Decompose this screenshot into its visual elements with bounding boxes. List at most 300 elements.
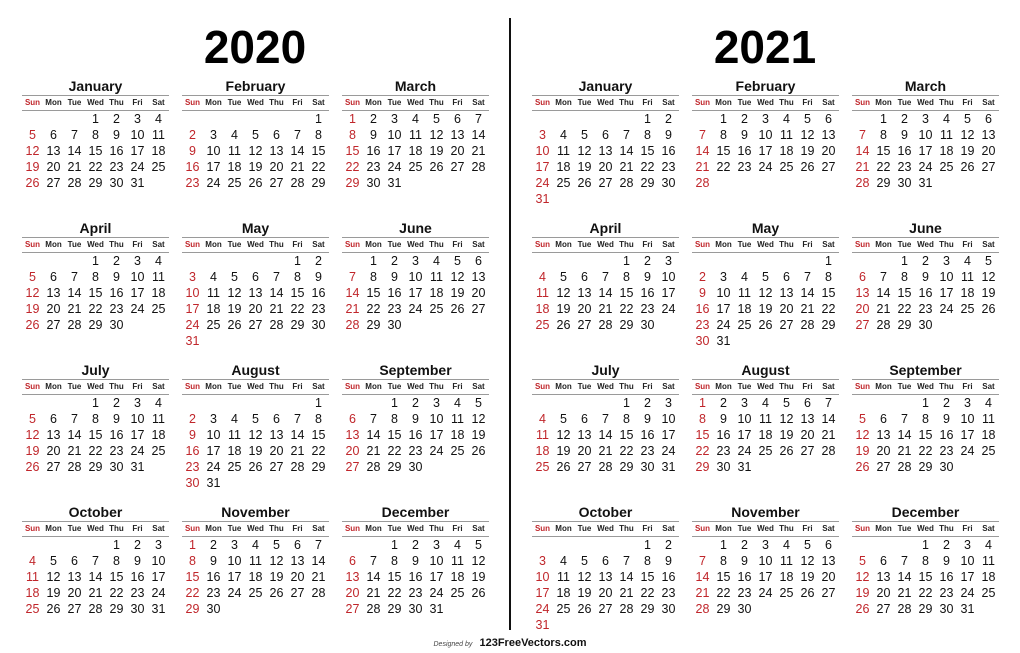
day-cell: 26 bbox=[800, 160, 815, 174]
month-block-june-2020 bbox=[342, 220, 489, 333]
empty-cell bbox=[405, 317, 426, 333]
day-cell: 28 bbox=[876, 318, 891, 332]
day-cell: 3 bbox=[391, 112, 398, 126]
weekday-label: Tue bbox=[737, 240, 752, 249]
weekday-label: Tue bbox=[387, 98, 402, 107]
weekday-label: Sun bbox=[854, 240, 871, 249]
week-row bbox=[22, 111, 169, 127]
day-cell: 4 bbox=[741, 270, 748, 284]
month-name: May bbox=[241, 220, 270, 236]
day-cell: 7 bbox=[901, 554, 908, 568]
day-cell: 23 bbox=[206, 586, 221, 600]
day-cell: 14 bbox=[290, 428, 305, 442]
empty-cell bbox=[342, 537, 363, 553]
weekday-label: Wed bbox=[757, 524, 774, 533]
day-cell: 17 bbox=[535, 586, 550, 600]
empty-cell bbox=[978, 175, 999, 191]
day-cell: 11 bbox=[940, 128, 953, 142]
day-cell: 11 bbox=[759, 412, 772, 426]
day-cell: 30 bbox=[939, 460, 954, 474]
day-cell: 1 bbox=[720, 538, 727, 552]
day-cell: 6 bbox=[252, 270, 259, 284]
day-cell: 30 bbox=[206, 602, 221, 616]
day-cell: 10 bbox=[918, 128, 933, 142]
empty-cell bbox=[43, 537, 64, 553]
month-block-april-2020 bbox=[22, 220, 169, 333]
day-cell: 12 bbox=[556, 286, 571, 300]
weekday-label: Wed bbox=[87, 98, 104, 107]
day-cell: 21 bbox=[876, 302, 891, 316]
day-cell: 8 bbox=[92, 270, 99, 284]
weekday-label: Mon bbox=[875, 240, 892, 249]
day-cell: 26 bbox=[269, 586, 284, 600]
day-cell: 26 bbox=[46, 602, 61, 616]
weekday-label: Tue bbox=[577, 382, 592, 391]
week-row bbox=[22, 395, 169, 411]
weekday-label: Tue bbox=[737, 524, 752, 533]
day-cell: 10 bbox=[206, 144, 221, 158]
empty-cell bbox=[692, 253, 713, 269]
day-cell: 14 bbox=[855, 144, 870, 158]
weekday-label: Mon bbox=[365, 382, 382, 391]
day-cell: 2 bbox=[189, 128, 196, 142]
empty-cell bbox=[755, 333, 776, 349]
week-row bbox=[532, 601, 679, 617]
empty-cell bbox=[224, 395, 245, 411]
empty-cell bbox=[224, 253, 245, 269]
day-cell: 25 bbox=[960, 302, 975, 316]
day-cell: 19 bbox=[556, 444, 571, 458]
weekday-label: Fri bbox=[292, 240, 303, 249]
day-cell: 2 bbox=[370, 112, 377, 126]
day-cell: 3 bbox=[943, 254, 950, 268]
day-cell: 17 bbox=[661, 286, 676, 300]
empty-cell bbox=[852, 253, 873, 269]
day-cell: 8 bbox=[623, 412, 630, 426]
day-cell: 17 bbox=[960, 428, 975, 442]
weekday-label: Sun bbox=[694, 382, 711, 391]
day-cell: 5 bbox=[859, 412, 866, 426]
empty-cell bbox=[574, 617, 595, 633]
empty-cell bbox=[658, 317, 679, 333]
week-row bbox=[182, 127, 329, 143]
day-cell: 20 bbox=[876, 586, 891, 600]
month-block-february-2021 bbox=[692, 78, 839, 191]
day-cell: 11 bbox=[152, 412, 165, 426]
week-row bbox=[22, 569, 169, 585]
day-cell: 21 bbox=[290, 160, 305, 174]
day-cell: 21 bbox=[471, 144, 486, 158]
weekday-label: Fri bbox=[292, 524, 303, 533]
day-cell: 15 bbox=[345, 144, 360, 158]
day-cell: 22 bbox=[640, 160, 655, 174]
weekday-label: Thu bbox=[109, 98, 124, 107]
weekday-label: Sun bbox=[694, 98, 711, 107]
empty-cell bbox=[245, 111, 266, 127]
week-row bbox=[532, 537, 679, 553]
weekday-label: Thu bbox=[939, 524, 954, 533]
day-cell: 6 bbox=[825, 112, 832, 126]
day-cell: 3 bbox=[539, 554, 546, 568]
empty-cell bbox=[776, 253, 797, 269]
weekday-label: Wed bbox=[247, 240, 264, 249]
day-cell: 17 bbox=[130, 144, 145, 158]
weekday-header bbox=[692, 95, 839, 111]
day-cell: 15 bbox=[897, 286, 912, 300]
empty-cell bbox=[776, 601, 797, 617]
week-row bbox=[182, 537, 329, 553]
day-cell: 9 bbox=[901, 128, 908, 142]
day-cell: 19 bbox=[25, 302, 40, 316]
weekday-label: Tue bbox=[227, 240, 242, 249]
day-cell: 2 bbox=[644, 254, 651, 268]
day-cell: 26 bbox=[248, 176, 263, 190]
day-cell: 22 bbox=[716, 160, 731, 174]
month-name: November bbox=[221, 504, 290, 520]
month-name: February bbox=[225, 78, 286, 94]
day-cell: 28 bbox=[619, 602, 634, 616]
day-cell: 28 bbox=[366, 460, 381, 474]
empty-cell bbox=[148, 459, 169, 475]
weekday-label: Tue bbox=[387, 382, 402, 391]
day-cell: 24 bbox=[151, 586, 166, 600]
day-cell: 22 bbox=[897, 302, 912, 316]
empty-cell bbox=[127, 317, 148, 333]
day-cell: 31 bbox=[737, 460, 752, 474]
day-cell: 12 bbox=[471, 412, 486, 426]
day-cell: 25 bbox=[429, 302, 444, 316]
empty-cell bbox=[658, 617, 679, 633]
day-cell: 29 bbox=[640, 602, 655, 616]
empty-cell bbox=[574, 253, 595, 269]
empty-cell bbox=[553, 191, 574, 207]
month-block-october-2021 bbox=[532, 504, 679, 633]
weekday-label: Sun bbox=[534, 382, 551, 391]
empty-cell bbox=[957, 317, 978, 333]
day-cell: 26 bbox=[960, 160, 975, 174]
day-cell: 6 bbox=[783, 270, 790, 284]
day-cell: 7 bbox=[825, 396, 832, 410]
month-block-march-2021 bbox=[852, 78, 999, 191]
empty-cell bbox=[224, 601, 245, 617]
empty-cell bbox=[616, 191, 637, 207]
empty-cell bbox=[308, 601, 329, 617]
day-cell: 16 bbox=[408, 570, 423, 584]
day-cell: 16 bbox=[408, 428, 423, 442]
week-row bbox=[22, 301, 169, 317]
empty-cell bbox=[595, 191, 616, 207]
empty-cell bbox=[308, 475, 329, 491]
day-cell: 15 bbox=[311, 144, 326, 158]
day-cell: 22 bbox=[387, 586, 402, 600]
day-cell: 19 bbox=[450, 286, 465, 300]
empty-cell bbox=[64, 395, 85, 411]
empty-cell bbox=[532, 111, 553, 127]
day-cell: 4 bbox=[454, 396, 461, 410]
week-row bbox=[342, 175, 489, 191]
day-cell: 24 bbox=[960, 586, 975, 600]
month-block-july-2020 bbox=[22, 362, 169, 475]
day-cell: 16 bbox=[661, 144, 676, 158]
empty-cell bbox=[852, 395, 873, 411]
week-row bbox=[22, 443, 169, 459]
week-row bbox=[852, 395, 999, 411]
day-cell: 10 bbox=[185, 286, 200, 300]
empty-cell bbox=[616, 617, 637, 633]
day-cell: 17 bbox=[408, 286, 423, 300]
day-cell: 17 bbox=[387, 144, 402, 158]
day-cell: 1 bbox=[349, 112, 356, 126]
day-cell: 21 bbox=[619, 586, 634, 600]
week-row bbox=[342, 159, 489, 175]
weekday-label: Sat bbox=[822, 98, 835, 107]
week-row bbox=[532, 585, 679, 601]
day-cell: 9 bbox=[644, 412, 651, 426]
day-cell: 6 bbox=[273, 128, 280, 142]
empty-cell bbox=[426, 175, 447, 191]
empty-cell bbox=[182, 111, 203, 127]
day-cell: 31 bbox=[716, 334, 731, 348]
week-row bbox=[342, 459, 489, 475]
day-cell: 25 bbox=[981, 444, 996, 458]
day-cell: 21 bbox=[855, 160, 870, 174]
day-cell: 22 bbox=[311, 160, 326, 174]
weekday-label: Mon bbox=[555, 524, 572, 533]
weekday-label: Wed bbox=[247, 98, 264, 107]
day-cell: 7 bbox=[71, 270, 78, 284]
day-cell: 8 bbox=[189, 554, 196, 568]
day-cell: 26 bbox=[25, 460, 40, 474]
day-cell: 21 bbox=[598, 302, 613, 316]
empty-cell bbox=[797, 459, 818, 475]
weekday-header bbox=[532, 237, 679, 253]
weekday-label: Mon bbox=[205, 98, 222, 107]
day-cell: 27 bbox=[821, 586, 836, 600]
day-cell: 4 bbox=[29, 554, 36, 568]
weekday-label: Thu bbox=[619, 524, 634, 533]
weekday-label: Mon bbox=[875, 382, 892, 391]
day-cell: 29 bbox=[185, 602, 200, 616]
day-cell: 16 bbox=[185, 160, 200, 174]
empty-cell bbox=[287, 395, 308, 411]
day-cell: 23 bbox=[640, 444, 655, 458]
week-row bbox=[182, 443, 329, 459]
month-block-august-2020 bbox=[182, 362, 329, 491]
day-cell: 1 bbox=[901, 254, 908, 268]
day-cell: 5 bbox=[804, 538, 811, 552]
day-cell: 3 bbox=[134, 112, 141, 126]
day-cell: 3 bbox=[964, 538, 971, 552]
weekday-label: Tue bbox=[737, 382, 752, 391]
day-cell: 29 bbox=[619, 318, 634, 332]
day-cell: 19 bbox=[577, 160, 592, 174]
day-cell: 20 bbox=[876, 444, 891, 458]
weekday-header bbox=[852, 521, 999, 537]
day-cell: 13 bbox=[345, 570, 360, 584]
month-block-february-2020 bbox=[182, 78, 329, 191]
day-cell: 18 bbox=[408, 144, 423, 158]
month-name: August bbox=[741, 362, 790, 378]
weekday-label: Tue bbox=[577, 98, 592, 107]
weekday-header bbox=[852, 379, 999, 395]
day-cell: 16 bbox=[109, 286, 124, 300]
day-cell: 12 bbox=[758, 286, 773, 300]
day-cell: 29 bbox=[345, 176, 360, 190]
day-cell: 25 bbox=[981, 586, 996, 600]
year-title-2020: 2020 bbox=[203, 21, 307, 73]
day-cell: 21 bbox=[897, 444, 912, 458]
day-cell: 6 bbox=[804, 396, 811, 410]
week-row bbox=[532, 253, 679, 269]
weekday-label: Sat bbox=[982, 98, 995, 107]
day-cell: 14 bbox=[345, 286, 360, 300]
week-row bbox=[182, 569, 329, 585]
day-cell: 27 bbox=[290, 586, 305, 600]
month-name: October bbox=[578, 504, 633, 520]
empty-cell bbox=[245, 601, 266, 617]
day-cell: 20 bbox=[821, 570, 836, 584]
week-row bbox=[692, 317, 839, 333]
day-cell: 29 bbox=[366, 318, 381, 332]
day-cell: 12 bbox=[779, 412, 794, 426]
empty-cell bbox=[43, 111, 64, 127]
month-block-april-2021 bbox=[532, 220, 679, 333]
weekday-label: Thu bbox=[939, 240, 954, 249]
day-cell: 6 bbox=[273, 412, 280, 426]
day-cell: 15 bbox=[366, 286, 381, 300]
month-block-september-2020 bbox=[342, 362, 489, 475]
weekday-label: Wed bbox=[407, 524, 424, 533]
week-row bbox=[342, 269, 489, 285]
day-cell: 7 bbox=[859, 128, 866, 142]
weekday-label: Sat bbox=[472, 98, 485, 107]
empty-cell bbox=[797, 333, 818, 349]
day-cell: 2 bbox=[412, 396, 419, 410]
week-row bbox=[342, 427, 489, 443]
day-cell: 17 bbox=[716, 302, 731, 316]
week-row bbox=[342, 301, 489, 317]
week-row bbox=[852, 253, 999, 269]
month-block-october-2020 bbox=[22, 504, 169, 617]
day-cell: 28 bbox=[311, 586, 326, 600]
day-cell: 8 bbox=[294, 270, 301, 284]
day-cell: 16 bbox=[311, 286, 326, 300]
day-cell: 26 bbox=[25, 318, 40, 332]
day-cell: 9 bbox=[391, 270, 398, 284]
day-cell: 29 bbox=[311, 460, 326, 474]
day-cell: 21 bbox=[290, 444, 305, 458]
day-cell: 31 bbox=[535, 618, 550, 632]
empty-cell bbox=[797, 253, 818, 269]
weekday-label: Fri bbox=[642, 382, 653, 391]
empty-cell bbox=[978, 317, 999, 333]
day-cell: 19 bbox=[248, 160, 263, 174]
day-cell: 1 bbox=[922, 538, 929, 552]
day-cell: 20 bbox=[598, 160, 613, 174]
day-cell: 23 bbox=[939, 444, 954, 458]
day-cell: 8 bbox=[720, 554, 727, 568]
week-row bbox=[852, 175, 999, 191]
day-cell: 15 bbox=[918, 570, 933, 584]
day-cell: 7 bbox=[370, 412, 377, 426]
day-cell: 12 bbox=[577, 144, 592, 158]
week-row bbox=[692, 301, 839, 317]
day-cell: 18 bbox=[981, 570, 996, 584]
week-row bbox=[532, 569, 679, 585]
weekday-label: Wed bbox=[247, 524, 264, 533]
weekday-label: Mon bbox=[875, 98, 892, 107]
day-cell: 23 bbox=[311, 302, 326, 316]
day-cell: 27 bbox=[598, 602, 613, 616]
day-cell: 2 bbox=[412, 538, 419, 552]
day-cell: 9 bbox=[189, 428, 196, 442]
day-cell: 8 bbox=[644, 554, 651, 568]
day-cell: 28 bbox=[800, 318, 815, 332]
day-cell: 4 bbox=[762, 396, 769, 410]
day-cell: 11 bbox=[249, 554, 262, 568]
day-cell: 28 bbox=[67, 176, 82, 190]
day-cell: 29 bbox=[311, 176, 326, 190]
day-cell: 20 bbox=[800, 428, 815, 442]
day-cell: 8 bbox=[370, 270, 377, 284]
week-row bbox=[852, 317, 999, 333]
day-cell: 19 bbox=[25, 444, 40, 458]
day-cell: 24 bbox=[429, 444, 444, 458]
day-cell: 9 bbox=[741, 128, 748, 142]
weekday-label: Fri bbox=[802, 524, 813, 533]
day-cell: 16 bbox=[109, 428, 124, 442]
day-cell: 19 bbox=[758, 302, 773, 316]
day-cell: 22 bbox=[311, 444, 326, 458]
day-cell: 24 bbox=[429, 586, 444, 600]
designed-by-label: Designed by bbox=[433, 641, 473, 648]
week-row bbox=[182, 395, 329, 411]
day-cell: 29 bbox=[716, 602, 731, 616]
week-row bbox=[532, 317, 679, 333]
day-cell: 22 bbox=[619, 302, 634, 316]
day-cell: 25 bbox=[151, 444, 166, 458]
weekday-label: Fri bbox=[962, 524, 973, 533]
day-cell: 17 bbox=[429, 428, 444, 442]
empty-cell bbox=[363, 395, 384, 411]
day-cell: 14 bbox=[88, 570, 103, 584]
day-cell: 13 bbox=[471, 270, 486, 284]
empty-cell bbox=[447, 175, 468, 191]
day-cell: 13 bbox=[450, 128, 465, 142]
weekday-header bbox=[692, 379, 839, 395]
weekday-header bbox=[342, 379, 489, 395]
day-cell: 30 bbox=[109, 318, 124, 332]
year-title-2021: 2021 bbox=[713, 21, 817, 73]
week-row bbox=[692, 459, 839, 475]
day-cell: 30 bbox=[109, 460, 124, 474]
day-cell: 9 bbox=[943, 412, 950, 426]
day-cell: 13 bbox=[46, 428, 61, 442]
day-cell: 12 bbox=[450, 270, 465, 284]
week-row bbox=[692, 175, 839, 191]
day-cell: 13 bbox=[269, 144, 284, 158]
day-cell: 13 bbox=[345, 428, 360, 442]
day-cell: 29 bbox=[640, 176, 655, 190]
day-cell: 10 bbox=[429, 554, 444, 568]
weekday-label: Tue bbox=[387, 524, 402, 533]
week-row bbox=[342, 253, 489, 269]
week-row bbox=[342, 317, 489, 333]
day-cell: 5 bbox=[29, 412, 36, 426]
empty-cell bbox=[873, 253, 894, 269]
day-cell: 30 bbox=[897, 176, 912, 190]
weekday-label: Fri bbox=[452, 382, 463, 391]
